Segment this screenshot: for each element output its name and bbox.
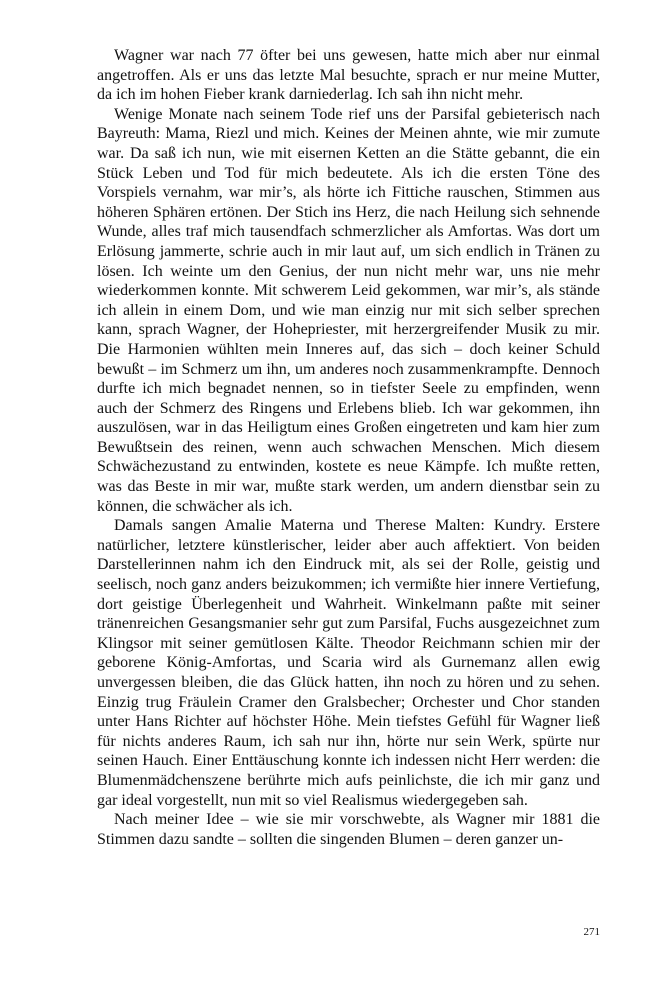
paragraph-1: Wagner war nach 77 öfter bei uns gewesen, hatte mich aber nur einmal angetroffen. Als er uns das letzte Mal besuchte, sprach er nur meine Mutter, da ich im hohen Fieber krank darniederlag. Ich sah ihn nicht mehr. <box>97 47 600 104</box>
paragraph-3: Damals sangen Amalie Materna und Therese Malten: Kundry. Erstere natürlicher, letztere künstlerischer, leider aber auch affektiert. Von beiden Darstellerinnen nahm ich den Eindruck mit, als sei der Rolle, geistig und seelisch, noch ganz anders beizukommen; ich vermißte hier innere Vertiefung, dort geistige Überlegenheit und Wahrheit. Winkelmann paßte mit seiner tränenreichen Gesangsmanier sehr gut zum Parsifal, Fuchs ausgezeichnet zum Klingsor mit seiner gemütlosen Kälte. Theodor Reichmann schien mir der geborene König-Amfortas, und Scaria wird als Gurnemanz allen ewig unvergessen bleiben, die das Glück hatten, ihn noch zu hören und zu sehen. Einzig trug Fräulein Cramer den Gralsbecher; Orchester und Chor standen unter Hans Richter auf höchster Höhe. Mein tiefstes Gefühl für Wagner ließ für nichts anderes Raum, ich sah nur ihn, hörte nur sein Werk, spürte nur seinen Hauch. Einer Enttäuschung konnte ich indessen nicht Herr werden: die Blumenmädchenszene berührte mich aufs peinlichste, die ich mir ganz und gar ideal vorgestellt, nun mit so viel Realismus wiedergegeben sah. <box>97 517 600 809</box>
paragraph-4: Nach meiner Idee – wie sie mir vorschwebte, als Wagner mir 1881 die Stimmen dazu sandte – sollten die singenden Blumen – deren ganzer un- <box>97 811 600 848</box>
page-number: 271 <box>583 926 600 938</box>
paragraph-2: Wenige Monate nach seinem Tode rief uns der Parsifal gebieterisch nach Bayreuth: Mama, Riezl und mich. Keines der Meinen ahnte, wie mir zumute war. Da saß ich nun, wie mit eisernen Ketten an die Stätte gebannt, die ein Stück Leben und Tod für mich bedeutete. Als ich die ersten Töne des Vorspiels vernahm, war mir’s, als hörte ich Fittiche rauschen, Stimmen aus höheren Sphären ertönen. Der Stich ins Herz, die nach Heilung sich sehnende Wunde, alles traf mich tausendfach schmerzlicher als Amfortas. Was dort um Erlösung jammerte, schrie auch in mir laut auf, um sich endlich in Tränen zu lösen. Ich weinte um den Genius, der nun nicht mehr war, uns nie mehr wiederkommen konnte. Mit schwerem Leid gekommen, war mir’s, als stände ich allein in einem Dom, und wie man einzig nur mit sich selber sprechen kann, sprach Wagner, der Hohepriester, mit herzergreifender Musik zu mir. Die Harmonien wühlten mein Inneres auf, das sich – doch keiner Schuld bewußt – im Schmerz um ihn, um anderes noch zusammenkrampfte. Dennoch durfte ich mich begnadet nennen, so in tiefster Seele zu empfinden, wenn auch der Schmerz des Ringens und Erlebens blieb. Ich war gekommen, ihn auszulösen, war in das Heiligtum eines Großen eingetreten und kam hier zum Bewußtsein des reinen, wenn auch schwachen Menschen. Mich diesem Schwächezustand zu entwinden, kostete es neue Kämpfe. Ich mußte retten, was das Beste in mir war, mußte stark werden, um andern dienstbar sein zu können, die schwächer als ich. <box>97 105 600 515</box>
page-text <box>97 46 600 849</box>
